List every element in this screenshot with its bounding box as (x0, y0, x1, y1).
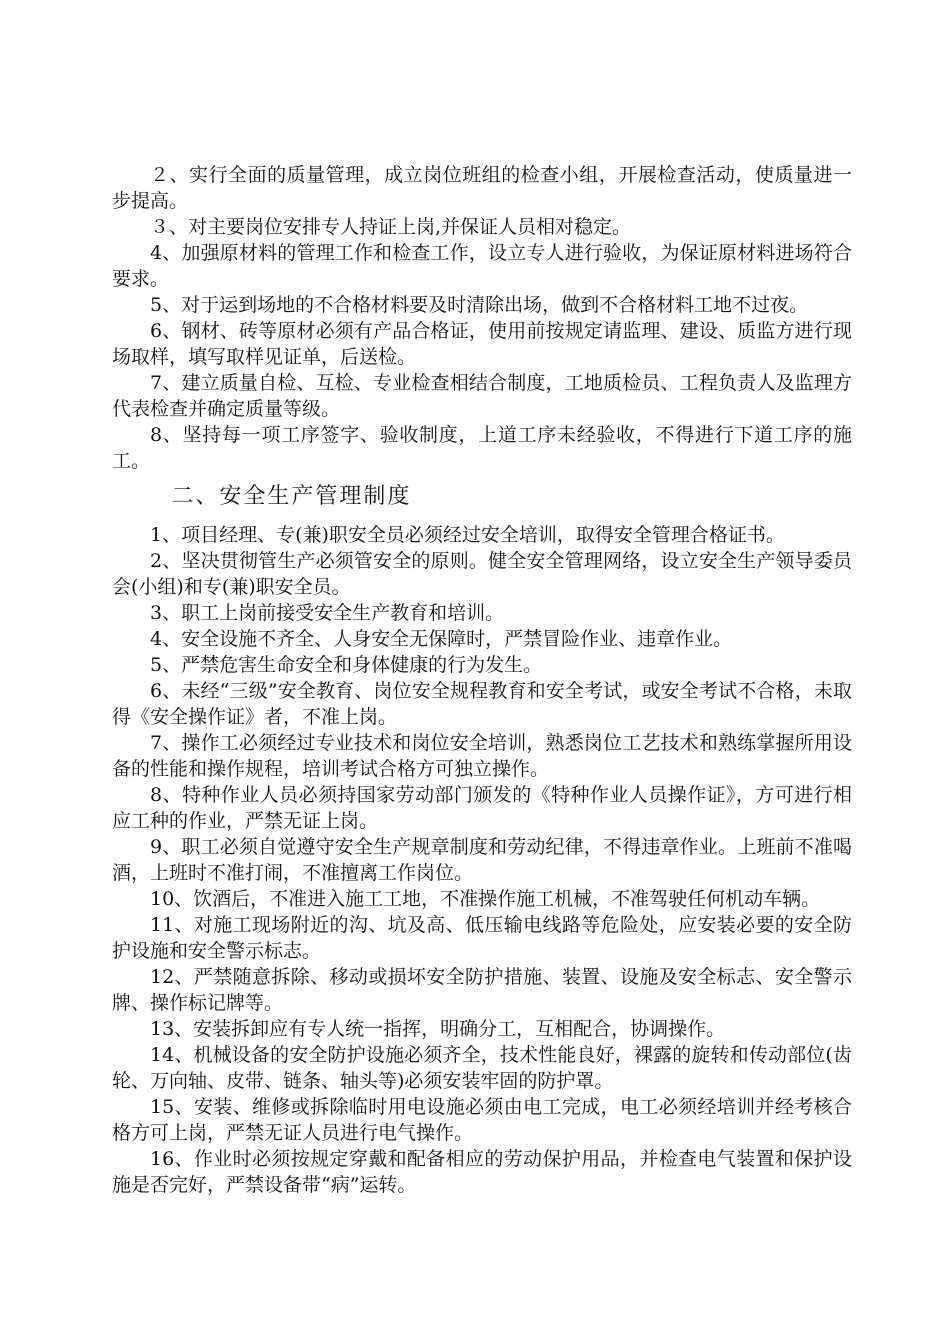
safety-item-16: 16、作业时必须按规定穿戴和配备相应的劳动保护用品，并检查电气装置和保护设施是否完好，严禁设备带“病”运转。 (112, 1148, 852, 1196)
safety-item-8: 8、特种作业人员必须持国家劳动部门颁发的《特种作业人员操作证》，方可进行相应工种的作业，严禁无证上岗。 (112, 784, 852, 832)
quality-section (112, 162, 852, 474)
quality-item-4: 4、加强原材料的管理工作和检查工作，设立专人进行验收，为保证原材料进场符合要求。 (112, 242, 852, 290)
safety-item-11: 11、对施工现场附近的沟、坑及高、低压输电线路等危险处，应安装必要的安全防护设施和安全警示标志。 (112, 914, 852, 962)
safety-item-7: 7、操作工必须经过专业技术和岗位安全培训，熟悉岗位工艺技术和熟练掌握所用设备的性能和操作规程，培训考试合格方可独立操作。 (112, 732, 852, 780)
safety-section (112, 522, 852, 1198)
safety-item-10: 10、饮酒后，不准进入施工工地，不准操作施工机械，不准驾驶任何机动车辆。 (150, 888, 821, 910)
safety-item-12: 12、严禁随意拆除、移动或损坏安全防护措施、装置、设施及安全标志、安全警示牌、操作标记牌等。 (112, 966, 852, 1014)
safety-item-1: 1、项目经理、专(兼)职安全员必须经过安全培训，取得安全管理合格证书。 (150, 524, 785, 546)
safety-section-heading: 二、安全生产管理制度 (171, 484, 412, 509)
safety-item-15: 15、安装、维修或拆除临时用电设施必须由电工完成，电工必须经培训并经考核合格方可上岗，严禁无证人员进行电气操作。 (112, 1096, 852, 1144)
safety-item-2: 2、坚决贯彻管生产必须管安全的原则。健全安全管理网络，设立安全生产领导委员会(小组)和专(兼)职安全员。 (112, 550, 852, 598)
document-body (112, 162, 852, 1198)
quality-item-8: 8、坚持每一项工序签字、验收制度，上道工序未经验收，不得进行下道工序的施工。 (112, 424, 852, 472)
quality-item-2: ２、实行全面的质量管理，成立岗位班组的检查小组，开展检查活动，使质量进一步提高。 (112, 164, 852, 212)
safety-item-4: 4、安全设施不齐全、人身安全无保障时，严禁冒险作业、违章作业。 (150, 628, 733, 650)
safety-item-13: 13、安装拆卸应有专人统一指挥，明确分工，互相配合，协调操作。 (150, 1018, 726, 1040)
safety-item-3: 3、职工上岗前接受安全生产教育和培训。 (150, 602, 505, 624)
quality-item-7: 7、建立质量自检、互检、专业检查相结合制度，工地质检员、工程负责人及监理方代表检查并确定质量等级。 (112, 372, 852, 420)
quality-item-3: ３、对主要岗位安排专人持证上岗,并保证人员相对稳定。 (150, 216, 632, 238)
safety-item-6: 6、未经“三级”安全教育、岗位安全规程教育和安全考试，或安全考试不合格，未取得《安全操作证》者，不准上岗。 (112, 680, 852, 728)
safety-item-9: 9、职工必须自觉遵守安全生产规章制度和劳动纪律，不得违章作业。上班前不准喝酒，上班时不准打闹，不准擅离工作岗位。 (112, 836, 852, 884)
safety-item-14: 14、机械设备的安全防护设施必须齐全，技术性能良好，裸露的旋转和传动部位(齿轮、万向轴、皮带、链条、轴头等)必须安装牢固的防护罩。 (112, 1044, 852, 1092)
quality-item-5: 5、对于运到场地的不合格材料要及时清除出场，做到不合格材料工地不过夜。 (150, 294, 809, 316)
safety-item-5: 5、严禁危害生命安全和身体健康的行为发生。 (150, 654, 543, 676)
quality-item-6: 6、钢材、砖等原材必须有产品合格证，使用前按规定请监理、建设、质监方进行现场取样，填写取样见证单，后送检。 (112, 320, 852, 368)
